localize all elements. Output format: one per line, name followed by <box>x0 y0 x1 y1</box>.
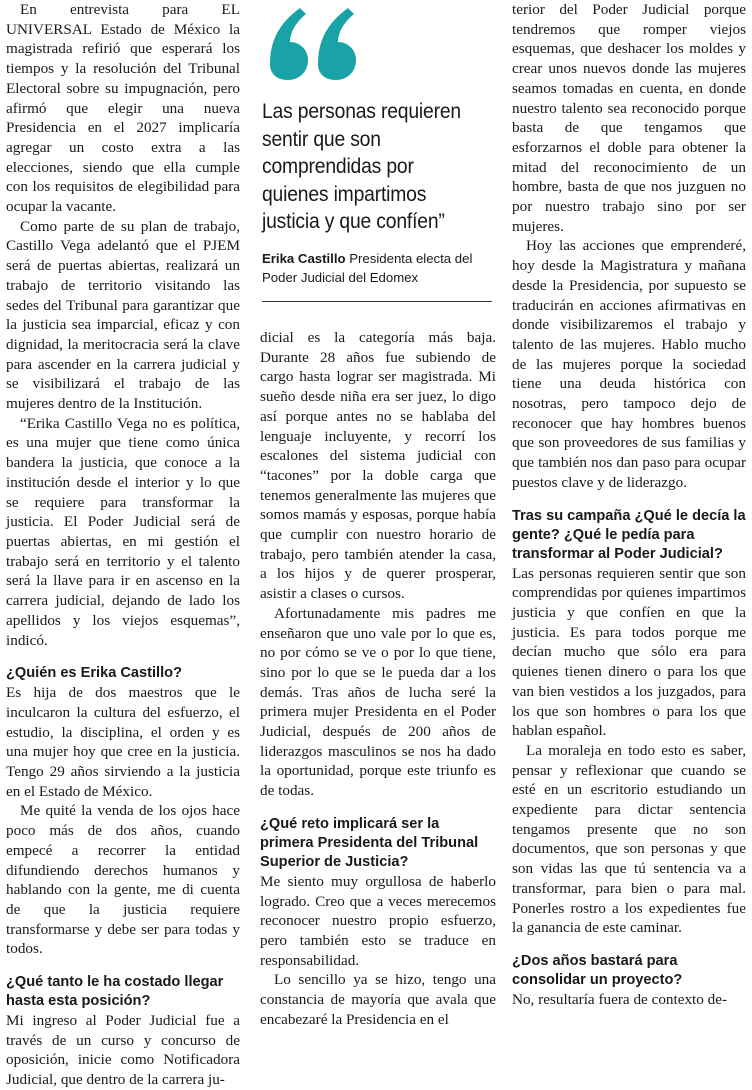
paragraph: Mi ingreso al Poder Judicial fue a través de un curso y concurso de oposición, inicie como Notificadora Judicial, que dentro de la carrera ju- <box>6 1012 240 1089</box>
section-heading: ¿Dos años bastará para consolidar un proyecto? <box>512 952 683 988</box>
pull-quote-text: Las personas requieren sentir que son comprendidas por quienes impartimos justicia y que confíen” <box>262 100 461 233</box>
paragraph: Me siento muy orgullosa de haberlo logrado. Creo que a veces merecemos reconocer nuestro propio esfuerzo, pero también esto se traduce en responsabilidad. <box>260 872 496 969</box>
section-heading: ¿Qué reto implicará ser la primera Presidenta del Tribunal Superior de Justicia? <box>260 815 479 870</box>
paragraph: terior del Poder Judicial porque tendremos que romper viejos esquemas, que deshacer los moldes y crear unos nuevos donde las mujeres seamos tomadas en cuenta, en donde nuestro talento sea reconocido porque basta de que tengamos que esforzarnos el doble para obtener la mitad del reconocimiento de un hombre, basta de que nos juzguen no por nuestro trabajo sino por ser mujeres. <box>512 1 746 235</box>
section-heading: ¿Qué tanto le ha costado llegar hasta esta posición? <box>6 974 224 1010</box>
paragraph: La moraleja en todo esto es saber, pensar y reflexionar que cuando se esté en un escritorio estudiando un expediente para dictar sentencia tengamos presente que no son documentos, que son personas y que son vidas las que tú sentencia va a transformar, para bien o para mal. Ponerles rostro a los expedientes fue la ganancia de este caminar. <box>512 741 746 937</box>
paragraph: Como parte de su plan de trabajo, Castillo Vega adelantó que el PJEM será de puertas abiertas, realizará un trabajo de territorio visitando las sedes del Tribunal para garantizar que la justicia sea imparcial, eficaz y con dignidad, la meritocracia será la clave para ascender en la carrera judicial y se visibilizará el trabajo de las mujeres dentro de la Institución. <box>6 217 240 413</box>
paragraph: Me quité la venda de los ojos hace poco más de dos años, cuando empecé a recorrer la entidad difundiendo derechos humanos y hablando con la gente, me di cuenta de que la justicia requiere transformarse y debe ser para todas y todos. <box>6 802 240 958</box>
section-heading: ¿Quién es Erika Castillo? <box>6 665 182 682</box>
article-column-2 <box>260 328 496 1030</box>
paragraph: Hoy las acciones que emprenderé, hoy desde la Magistratura y mañana desde la Presidencia, por supuesto se traducirán en acciones afirmativas en donde visibilizaremos el trabajo y talento de las mujeres. Hablo mucho de las mujeres porque la sociedad tiene una deuda histórica con nosotras, pero tampoco dejo de reconocer que hay hombres buenos que son proveedores de sus familias y que también nos dan paso para ocupar puestos clave y de liderazgo. <box>512 237 746 491</box>
paragraph: Es hija de dos maestros que le inculcaron la cultura del esfuerzo, el estudio, la disciplina, el orden y es una mujer hoy que cree en la justicia. Tengo 29 años sirviendo a la justicia en el Estado de México. <box>6 684 240 800</box>
paragraph: No, resultaría fuera de contexto de- <box>512 990 728 1008</box>
quote-attribution <box>262 249 496 287</box>
paragraph: Afortunadamente mis padres me enseñaron que uno vale por lo que es, no por cómo se ve o por lo que tiene, sino por lo que se le pueda dar a los demás. Tras años de lucha seré la primera mujer Presidenta en el Poder Judicial, después de 200 años de liderazgos masculinos se nos ha dado la oportunidad, porque este triunfo es de todas. <box>260 604 496 800</box>
paragraph: Lo sencillo ya se hizo, tengo una constancia de mayoría que avala que encabezaré la Presidencia en el <box>260 971 496 1028</box>
paragraph: “Erika Castillo Vega no es política, es una mujer que tiene como única bandera la justicia, que conoce a la institución desde el interior y lo que se requiere para transformar la justicia. El Poder Judicial será de puertas abiertas, en mi gestión el trabajo será en territorio y el talento será la llave para ir en ascenso en la carrera judicial, dejando de lado los apellidos y los viejos esquemas”, indicó. <box>6 414 240 649</box>
quotation-mark-icon <box>262 2 362 82</box>
quote-author-name: Erika Castillo <box>262 251 346 266</box>
divider <box>262 301 492 302</box>
paragraph: Las personas requieren sentir que son comprendidas por quienes impartimos justicia y que confíen en que la justicia. Es para todos porque me decían mucho que sólo era para quienes tienen dinero o para los que van bien vestidos a los juzgados, para los que son hombres o para los que hablan español. <box>512 564 746 740</box>
article-column-3 <box>512 0 746 1010</box>
paragraph: En entrevista para EL UNIVERSAL Estado de México la magistrada refirió que esperará los tiempos y la resolución del Tribunal Electoral sobre su impugnación, pero afirmó que elegir una nueva Presidencia en el 2027 implicaría agregar un costo extra a las elecciones, siendo que ella cumple con los requisitos de elegibilidad para ocupar la vacante. <box>6 1 240 216</box>
section-heading: Tras su campaña ¿Qué le decía la gente? ¿Qué le pedía para transformar al Poder Judicial? <box>512 507 746 562</box>
quote-author-role: Presidenta electa del Poder Judicial del Edomex <box>262 251 473 285</box>
paragraph: dicial es la categoría más baja. Durante 28 años fue subiendo de cargo hasta lograr ser magistrada. Mi sueño desde niña era ser juez, lo digo así porque antes no se hablaba del lenguaje incluyente, y recorrí los escalones del sistema judicial con “tacones” por la doble carga que tenemos generalmente las mujeres que somos mamás y esposas, porque había que cumplir con nuestro horario de trabajo, pero también atender la casa, a los hijos y de querer prosperar, asistir a clases o cursos. <box>260 329 496 603</box>
article-column-1 <box>6 0 240 1090</box>
